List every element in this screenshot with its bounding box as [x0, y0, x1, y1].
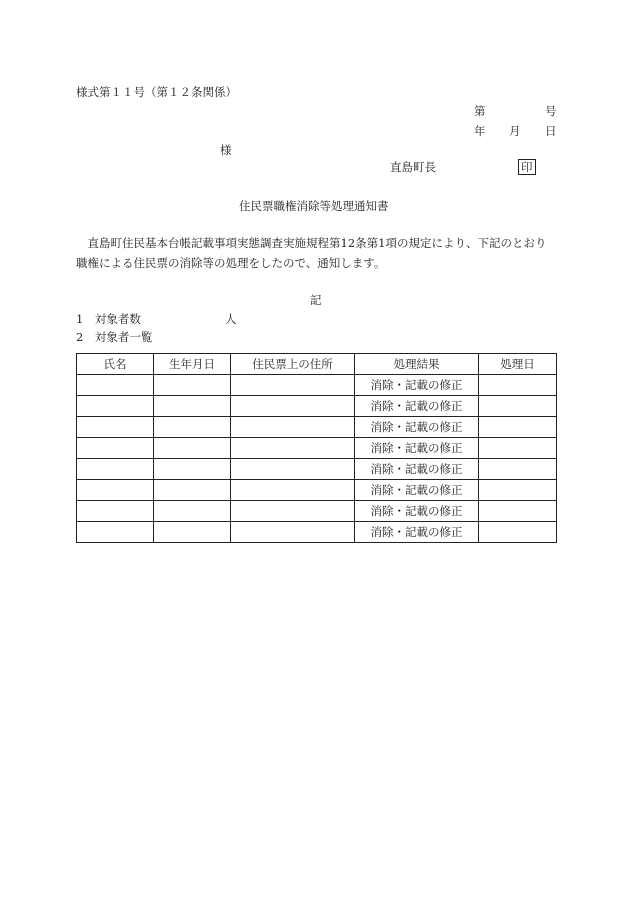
body-text-line-1: 直島町住民基本台帳記載事項実態調査実施規程第12条第1項の規定により、下記のとおり — [76, 236, 547, 250]
header-result: 処理結果 — [355, 354, 479, 375]
cell-result: 消除・記載の修正 — [355, 417, 479, 438]
cell-birthdate — [154, 396, 231, 417]
cell-birthdate — [154, 501, 231, 522]
item-2-label: 2 対象者一覧 — [76, 330, 153, 344]
cell-address — [231, 375, 355, 396]
cell-date — [479, 501, 557, 522]
cell-address — [231, 501, 355, 522]
cell-result: 消除・記載の修正 — [355, 459, 479, 480]
table-row — [77, 501, 557, 522]
cell-date — [479, 375, 557, 396]
item-1-unit: 人 — [225, 312, 237, 326]
cell-result: 消除・記載の修正 — [355, 480, 479, 501]
cell-date — [479, 396, 557, 417]
cell-address — [231, 396, 355, 417]
date-day: 日 — [545, 124, 557, 138]
table-row — [77, 459, 557, 480]
header-address: 住民票上の住所 — [231, 354, 355, 375]
table-row — [77, 417, 557, 438]
cell-result: 消除・記載の修正 — [355, 501, 479, 522]
table-row — [77, 396, 557, 417]
cell-address — [231, 480, 355, 501]
addressee-suffix: 様 — [220, 143, 232, 157]
ki-heading: 記 — [310, 293, 322, 307]
cell-name — [77, 417, 154, 438]
cell-result: 消除・記載の修正 — [355, 522, 479, 543]
document-title: 住民票職権消除等処理通知書 — [239, 199, 389, 213]
cell-date — [479, 438, 557, 459]
body-text-line-2: 職権による住民票の消除等の処理をしたので、通知します。 — [76, 256, 386, 270]
table-row — [77, 480, 557, 501]
table-header-row — [77, 354, 557, 375]
header-name: 氏名 — [77, 354, 154, 375]
doc-no-prefix: 第 — [474, 104, 486, 118]
cell-birthdate — [154, 459, 231, 480]
cell-birthdate — [154, 480, 231, 501]
table-row — [77, 438, 557, 459]
header-date: 処理日 — [479, 354, 557, 375]
cell-name — [77, 396, 154, 417]
cell-name — [77, 480, 154, 501]
sender-title: 直島町長 — [390, 160, 436, 174]
table-row — [77, 522, 557, 543]
header-birthdate: 生年月日 — [154, 354, 231, 375]
cell-address — [231, 438, 355, 459]
cell-name — [77, 438, 154, 459]
item-1-label: 1 対象者数 — [76, 312, 141, 326]
cell-name — [77, 501, 154, 522]
cell-address — [231, 459, 355, 480]
table-row — [77, 375, 557, 396]
cell-address — [231, 522, 355, 543]
cell-birthdate — [154, 438, 231, 459]
cell-address — [231, 417, 355, 438]
doc-no-suffix: 号 — [545, 104, 557, 118]
cell-name — [77, 459, 154, 480]
cell-result: 消除・記載の修正 — [355, 375, 479, 396]
date-year: 年 — [474, 124, 486, 138]
cell-result: 消除・記載の修正 — [355, 438, 479, 459]
target-list-table — [76, 353, 557, 543]
form-number: 様式第１１号（第１２条関係） — [76, 85, 237, 99]
cell-result: 消除・記載の修正 — [355, 396, 479, 417]
cell-name — [77, 375, 154, 396]
cell-birthdate — [154, 522, 231, 543]
cell-date — [479, 459, 557, 480]
cell-birthdate — [154, 417, 231, 438]
cell-name — [77, 522, 154, 543]
cell-date — [479, 417, 557, 438]
cell-birthdate — [154, 375, 231, 396]
seal-mark: 印 — [518, 159, 536, 175]
date-month: 月 — [509, 124, 521, 138]
cell-date — [479, 522, 557, 543]
cell-date — [479, 480, 557, 501]
